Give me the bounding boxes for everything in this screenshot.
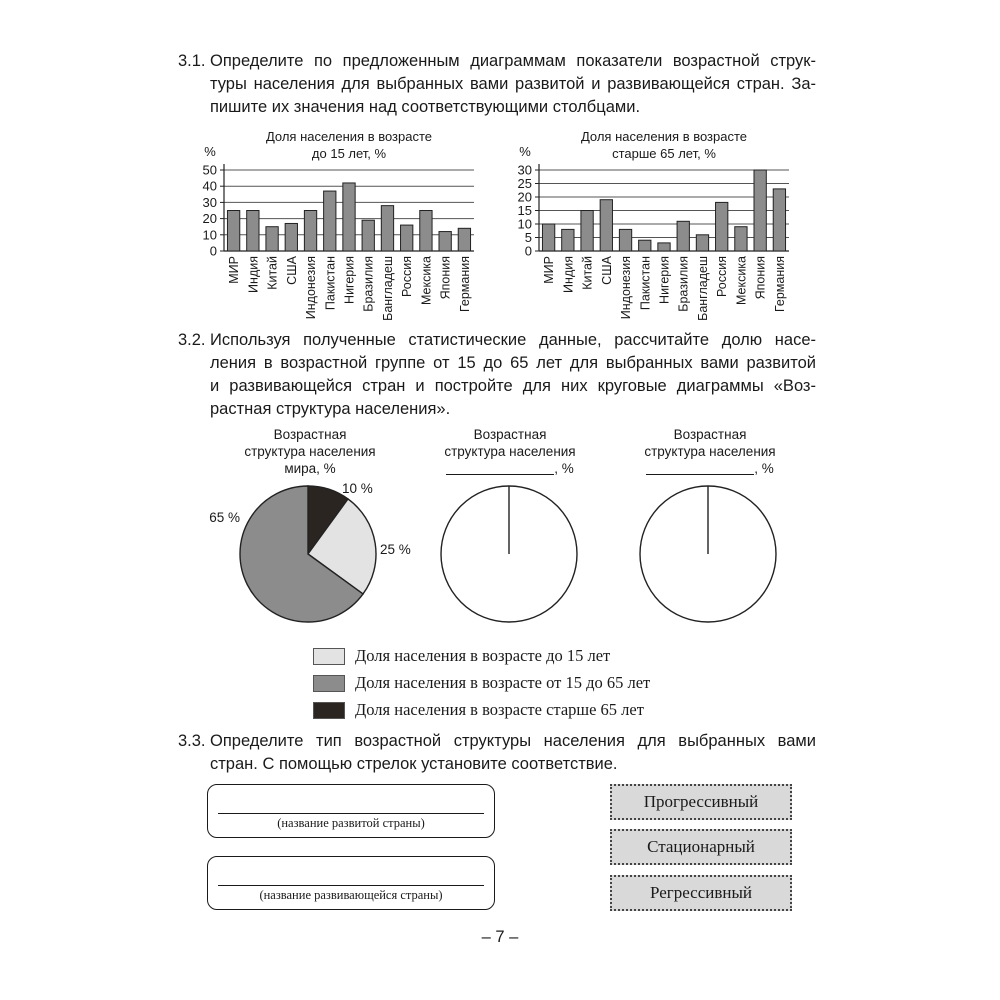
legend-label: Доля населения в возрасте до 15 лет bbox=[355, 646, 611, 665]
x-tick-label: США bbox=[284, 256, 299, 285]
bar bbox=[266, 227, 278, 251]
legend-label: Доля населения в возрасте старше 65 лет bbox=[355, 700, 644, 719]
bar bbox=[343, 183, 355, 251]
bar bbox=[639, 240, 651, 251]
y-tick-label: 10 bbox=[517, 216, 532, 232]
x-tick-label: Бангладеш bbox=[695, 256, 710, 321]
pie-slice-label: 10 % bbox=[342, 481, 373, 496]
x-tick-label: МИР bbox=[227, 256, 242, 284]
bar bbox=[227, 211, 239, 252]
x-tick-label: Россия bbox=[715, 256, 730, 297]
x-tick-label: Япония bbox=[438, 256, 453, 300]
chart-title: до 15 лет, % bbox=[311, 146, 387, 161]
x-tick-label: Китай bbox=[580, 256, 595, 290]
legend-swatch bbox=[313, 675, 345, 692]
task-text-line: и развивающейся стран и постройте для них круговые диаграммы «Воз- bbox=[210, 377, 816, 395]
answer-line[interactable] bbox=[218, 813, 484, 814]
task-text-line: ления в возрастной группе от 15 до 65 лет для выбранных вами развитой bbox=[210, 354, 816, 372]
x-tick-label: Индия bbox=[561, 256, 576, 293]
bar bbox=[401, 225, 413, 251]
bar bbox=[716, 202, 728, 251]
task-number: 3.1. bbox=[178, 52, 206, 70]
task-3-1 bbox=[178, 50, 818, 120]
x-tick-label: Нигерия bbox=[657, 256, 672, 304]
legend-item-under-15 bbox=[313, 646, 610, 666]
task-text-line: Определите по предложенным диаграммам показатели возрастной струк- bbox=[210, 52, 816, 70]
pie-title-suffix: , % bbox=[554, 461, 574, 476]
x-tick-label: Бразилия bbox=[361, 256, 376, 312]
x-tick-label: Мексика bbox=[734, 256, 749, 306]
y-tick-label: 30 bbox=[202, 194, 217, 210]
y-tick-label: 0 bbox=[524, 243, 532, 259]
bar bbox=[735, 227, 747, 251]
x-tick-label: Китай bbox=[265, 256, 280, 290]
bar bbox=[619, 229, 631, 251]
option-label: Прогрессивный bbox=[643, 792, 759, 811]
page-number: – 7 – bbox=[481, 928, 519, 946]
x-tick-label: Бразилия bbox=[676, 256, 691, 312]
task-text-line: Используя полученные статистические данные, рассчитайте долю насе- bbox=[210, 331, 816, 349]
bar-chart-under-15 bbox=[190, 125, 500, 330]
bar bbox=[600, 200, 612, 251]
y-tick-label: 15 bbox=[517, 203, 532, 218]
x-tick-label: Пакистан bbox=[638, 256, 653, 311]
y-tick-label: 10 bbox=[202, 227, 217, 243]
bar bbox=[754, 170, 766, 251]
y-tick-label: 0 bbox=[209, 243, 217, 259]
task-text-line: туры населения для выбранных вами развитой и развивающейся стран. За- bbox=[210, 75, 816, 93]
bar bbox=[381, 206, 393, 251]
option-label: Стационарный bbox=[647, 837, 755, 856]
task-text-line: Определите тип возрастной структуры населения для выбранных вами bbox=[210, 732, 816, 750]
pie-slice-label: 65 % bbox=[209, 510, 240, 525]
x-tick-label: Нигерия bbox=[342, 256, 357, 304]
bar bbox=[562, 229, 574, 251]
x-tick-label: Индия bbox=[246, 256, 261, 293]
x-tick-label: Пакистан bbox=[323, 256, 338, 311]
legend-item-over-65 bbox=[313, 700, 644, 720]
y-tick-label: 40 bbox=[202, 178, 217, 194]
legend-swatch bbox=[313, 702, 345, 719]
x-tick-label: Россия bbox=[400, 256, 415, 297]
pie-title-line: Возрастная bbox=[273, 427, 347, 442]
pie-title-line: структура населения bbox=[444, 444, 576, 459]
pie-title-line: мира, % bbox=[284, 461, 336, 476]
answer-caption: (название развивающейся страны) bbox=[259, 888, 443, 902]
pie-slice-label: 25 % bbox=[380, 542, 411, 557]
y-tick-label: 50 bbox=[202, 162, 217, 178]
option-stationary[interactable] bbox=[610, 829, 792, 865]
bar bbox=[658, 243, 670, 251]
task-text-line: стран. С помощью стрелок установите соответствие. bbox=[210, 755, 618, 773]
option-progressive[interactable] bbox=[610, 784, 792, 820]
task-number: 3.3. bbox=[178, 732, 206, 750]
x-tick-label: Индонезия bbox=[304, 256, 319, 320]
bar bbox=[458, 228, 470, 251]
bar bbox=[285, 223, 297, 251]
y-axis-label: % bbox=[204, 144, 216, 159]
bar bbox=[362, 220, 374, 251]
pie-title-line: структура населения bbox=[244, 444, 376, 459]
answer-box-developing[interactable] bbox=[207, 856, 495, 910]
x-tick-label: Индонезия bbox=[619, 256, 634, 320]
bar-chart-over-65 bbox=[505, 125, 815, 330]
chart-title: Доля населения в возрасте bbox=[580, 129, 748, 144]
task-3-3 bbox=[178, 730, 818, 776]
y-tick-label: 25 bbox=[517, 176, 532, 191]
answer-line[interactable] bbox=[218, 885, 484, 886]
bar bbox=[677, 221, 689, 251]
bar bbox=[247, 211, 259, 252]
legend-label: Доля населения в возрасте от 15 до 65 лет bbox=[355, 673, 651, 692]
chart-title: старше 65 лет, % bbox=[612, 146, 716, 161]
pie-title-suffix: , % bbox=[754, 461, 774, 476]
answer-caption: (название развитой страны) bbox=[277, 816, 425, 830]
bar bbox=[324, 191, 336, 251]
x-tick-label: Бангладеш bbox=[380, 256, 395, 321]
option-regressive[interactable] bbox=[610, 875, 792, 911]
x-tick-label: Германия bbox=[457, 256, 472, 313]
bar bbox=[439, 232, 451, 251]
bar bbox=[581, 211, 593, 252]
task-number: 3.2. bbox=[178, 331, 206, 349]
bar bbox=[420, 211, 432, 252]
y-axis-label: % bbox=[519, 144, 531, 159]
task-text-line: пишите их значения над соответствующими столбцами. bbox=[210, 98, 641, 116]
y-tick-label: 20 bbox=[202, 211, 217, 227]
option-label: Регрессивный bbox=[649, 883, 753, 902]
x-tick-label: Мексика bbox=[419, 256, 434, 306]
task-3-2 bbox=[178, 329, 818, 423]
legend-item-15-65 bbox=[313, 673, 650, 693]
task-text-line: растная структура населения». bbox=[210, 400, 451, 418]
answer-box-developed[interactable] bbox=[207, 784, 495, 838]
x-tick-label: МИР bbox=[542, 256, 557, 284]
bar bbox=[696, 235, 708, 251]
pie-title-line: Возрастная bbox=[473, 427, 547, 442]
y-tick-label: 5 bbox=[524, 230, 532, 245]
bar bbox=[542, 224, 554, 251]
bar bbox=[304, 211, 316, 252]
x-tick-label: США bbox=[599, 256, 614, 285]
legend-swatch bbox=[313, 648, 345, 665]
pie-title-line: Возрастная bbox=[673, 427, 747, 442]
chart-title: Доля населения в возрасте bbox=[265, 129, 433, 144]
x-tick-label: Япония bbox=[753, 256, 768, 300]
y-tick-label: 20 bbox=[517, 189, 532, 205]
bar bbox=[773, 189, 785, 251]
y-tick-label: 30 bbox=[517, 162, 532, 178]
x-tick-label: Германия bbox=[772, 256, 787, 313]
pie-title-line: структура населения bbox=[644, 444, 776, 459]
pie-charts bbox=[0, 470, 1000, 640]
